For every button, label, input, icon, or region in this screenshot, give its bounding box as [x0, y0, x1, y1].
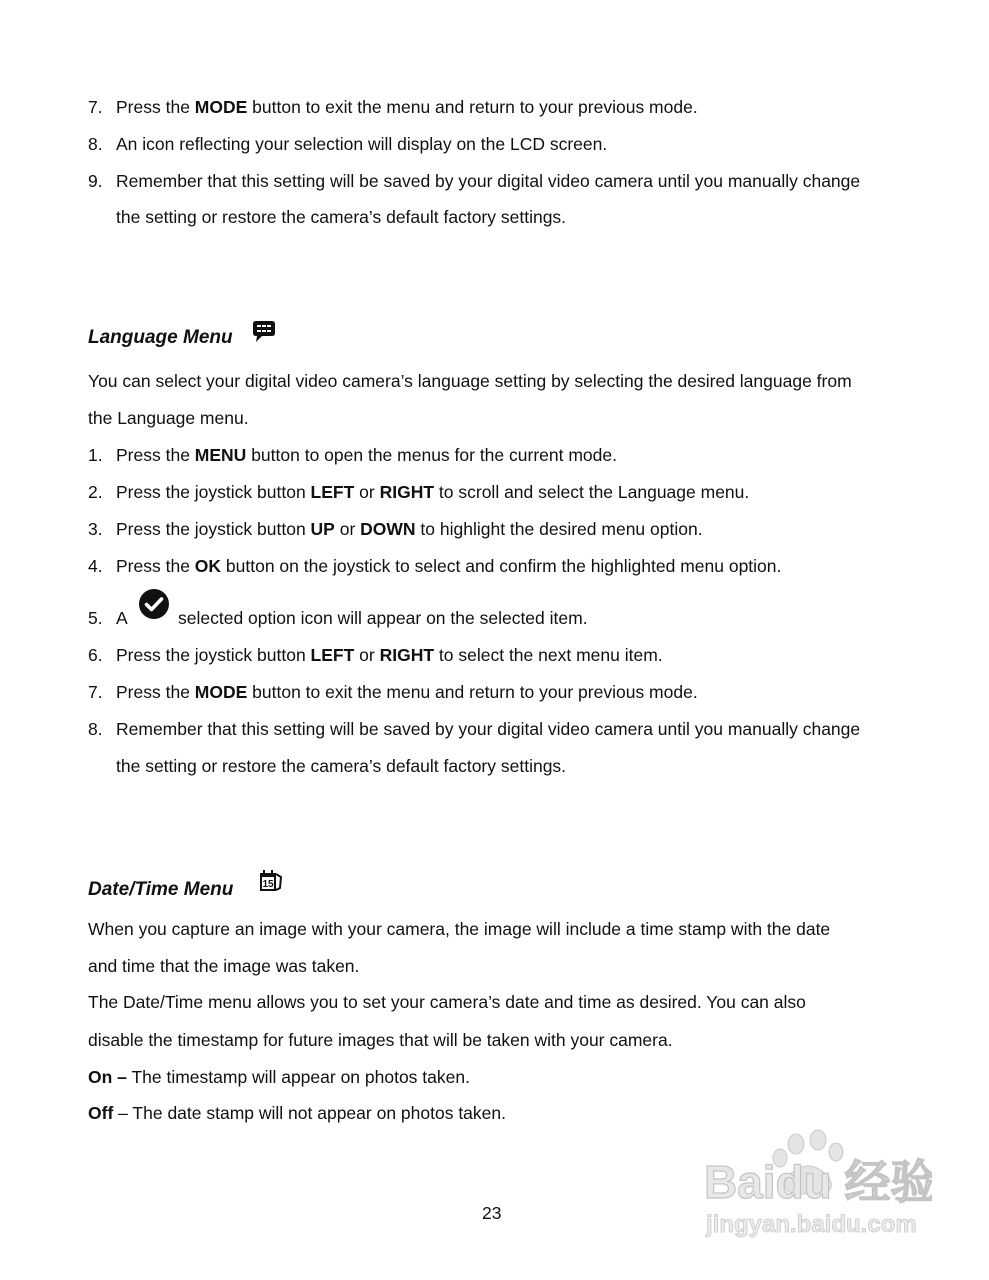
svg-text:15: 15 [262, 879, 274, 890]
datetime-on-option: On – The timestamp will appear on photos taken. [88, 1067, 470, 1087]
baidu-jingyan-watermark [700, 1128, 932, 1240]
svg-text:Baidu 经验: Baidu 经验 [704, 1156, 932, 1208]
speech-bubble-icon [250, 320, 278, 351]
calendar-icon [258, 868, 284, 899]
datetime-para1-line2: and time that the image was taken. [88, 956, 360, 976]
language-intro-line-1: You can select your digital video camera’s language setting by selecting the desired language from [88, 371, 852, 391]
datetime-para1-line1: When you capture an image with your camera, the image will include a time stamp with the date [88, 919, 831, 939]
checkmark-circle-icon [138, 588, 170, 625]
language-intro-line-2: the Language menu. [88, 408, 249, 428]
datetime-para2-line1: The Date/Time menu allows you to set your camera’s date and time as desired. You can also [88, 992, 806, 1012]
language-menu-heading: Language Menu [88, 327, 233, 348]
svg-text:jingyan.baidu.com: jingyan.baidu.com [706, 1211, 917, 1238]
datetime-off-option: Off – The date stamp will not appear on photos taken. [88, 1103, 506, 1123]
datetime-para2-line2: disable the timestamp for future images that will be taken with your camera. [88, 1030, 673, 1050]
step-text: Press the MODE button to exit the menu and return to your previous mode. [116, 97, 698, 117]
datetime-menu-heading: Date/Time Menu [88, 879, 234, 900]
page-number: 23 [482, 1203, 502, 1223]
